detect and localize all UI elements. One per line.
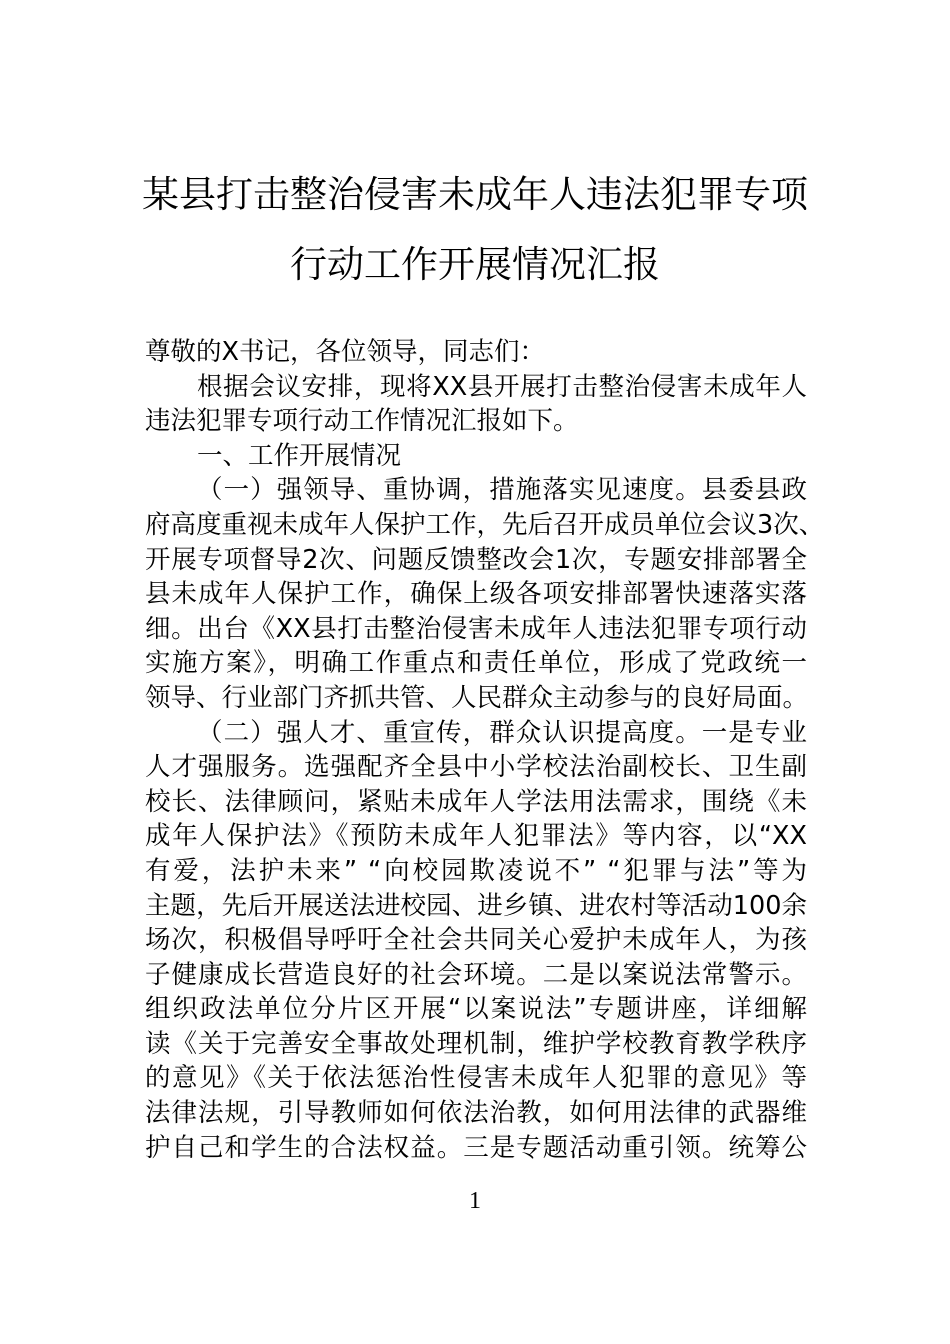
- text-line: 护自己和学生的合法权益。三是专题活动重引领。统筹公: [145, 1132, 807, 1163]
- text-line: 根据会议安排，现将XX县开展打击整治侵害未成年人: [197, 371, 807, 402]
- text-line: 违法犯罪专项行动工作情况汇报如下。: [145, 406, 579, 437]
- text-line: 组织政法单位分片区开展“以案说法”专题讲座，详细解: [145, 994, 807, 1025]
- text-line: 尊敬的X书记，各位领导，同志们：: [145, 337, 545, 367]
- text-line: （一）强领导、重协调，措施落实见速度。县委县政: [197, 475, 807, 506]
- text-line: 实施方案》，明确工作重点和责任单位，形成了党政统一: [145, 648, 807, 679]
- text-line: 主题，先后开展送法进校园、进乡镇、进农村等活动100余: [145, 890, 807, 921]
- text-line: 细。出台《XX县打击整治侵害未成年人违法犯罪专项行动: [145, 613, 807, 644]
- text-line: 一、工作开展情况: [197, 440, 402, 471]
- page-number: 1: [469, 1188, 481, 1214]
- text-line: 的意见》《关于依法惩治性侵害未成年人犯罪的意见》等: [145, 1063, 807, 1094]
- document-body: [145, 335, 825, 1165]
- text-line: 读《关于完善安全事故处理机制，维护学校教育教学秩序: [145, 1028, 807, 1059]
- text-line: 开展专项督导2次、问题反馈整改会1次，专题安排部署全: [145, 544, 807, 575]
- text-line: （二）强人才、重宣传，群众认识提高度。一是专业: [197, 717, 807, 748]
- text-line: 成年人保护法》《预防未成年人犯罪法》等内容，以“XX: [145, 821, 807, 852]
- document-title-line-2: 行动工作开展情况汇报: [290, 243, 660, 286]
- text-line: 领导、行业部门齐抓共管、人民群众主动参与的良好局面。: [145, 682, 809, 713]
- text-line: 校长、法律顾问，紧贴未成年人学法用法需求，围绕《未: [145, 786, 807, 817]
- text-line: 法律法规，引导教师如何依法治教，如何用法律的武器维: [145, 1098, 807, 1129]
- text-line: 场次，积极倡导呼吁全社会共同关心爱护未成年人，为孩: [145, 925, 807, 956]
- text-line: 子健康成长营造良好的社会环境。二是以案说法常警示。: [145, 959, 807, 990]
- text-line: 有爱，法护未来” “向校园欺凌说不” “犯罪与法”等为: [145, 855, 807, 886]
- document-title-line-1: 某县打击整治侵害未成年人违法犯罪专项: [142, 173, 808, 216]
- text-line: 府高度重视未成年人保护工作，先后召开成员单位会议3次、: [145, 509, 825, 540]
- text-line: 县未成年人保护工作，确保上级各项安排部署快速落实落: [145, 579, 807, 610]
- text-line: 人才强服务。选强配齐全县中小学校法治副校长、卫生副: [145, 752, 807, 783]
